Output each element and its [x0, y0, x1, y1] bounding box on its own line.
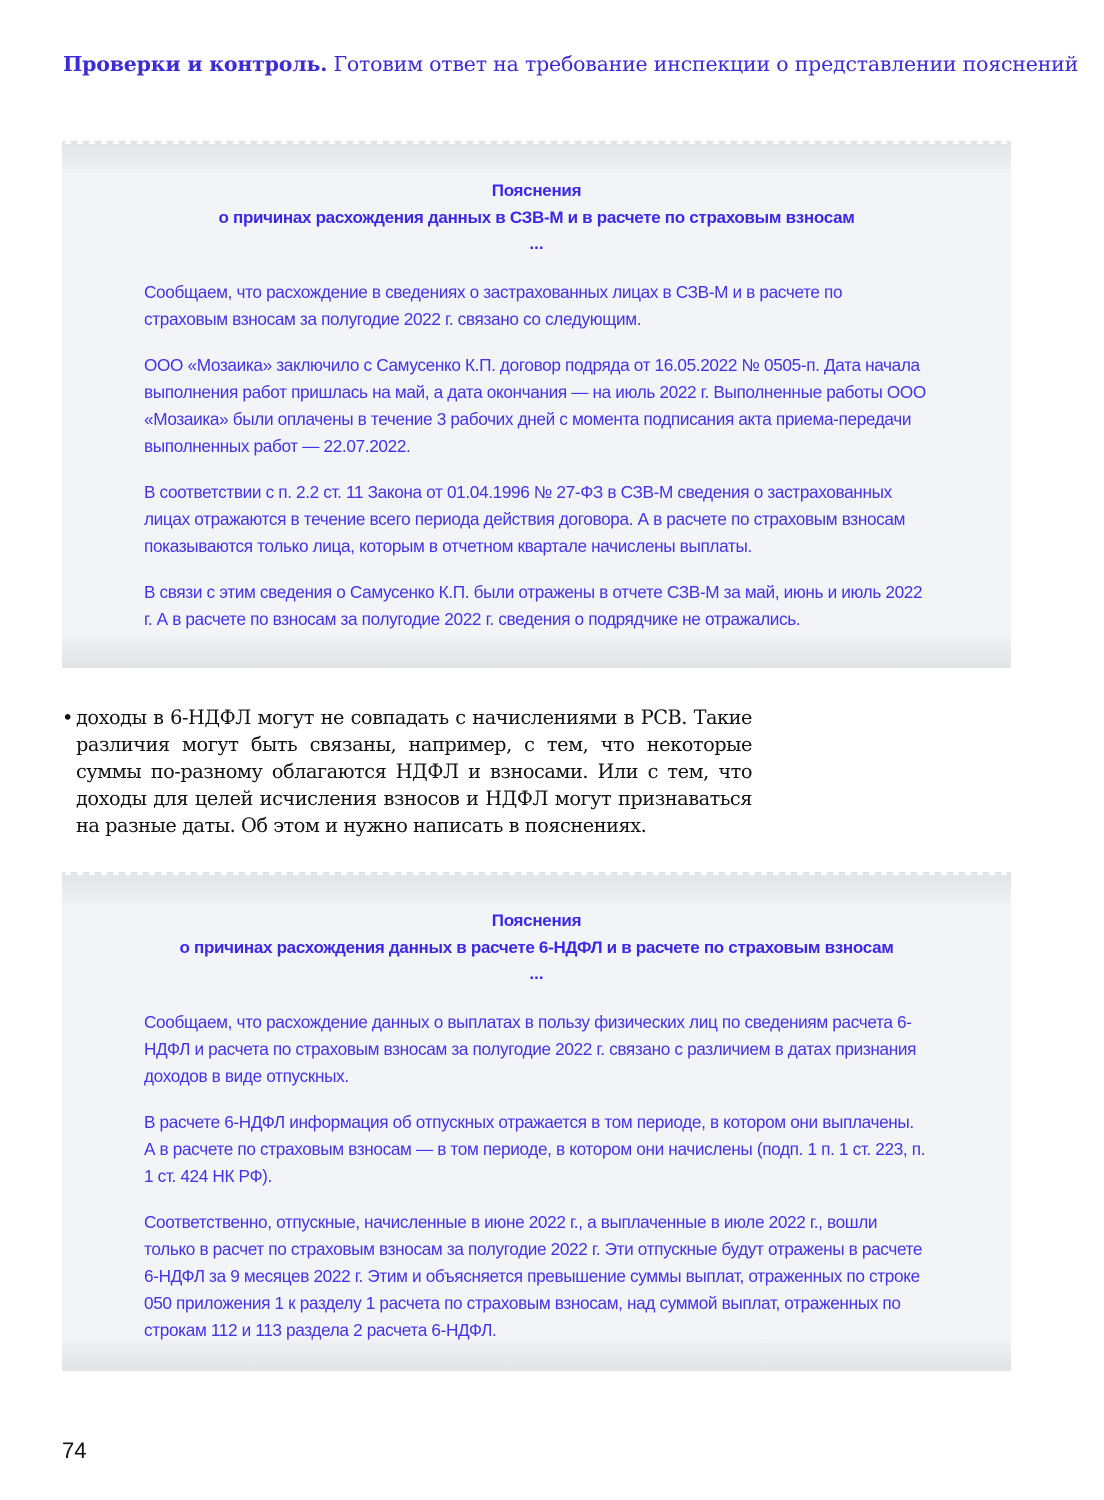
sample-box-top-band	[62, 141, 1011, 173]
document-paragraph: В расчете 6-НДФЛ информация об отпускных отражается в том периоде, в котором они выплачены. А в расчете по страховым взносам — в том периоде, в котором они начислены (подп. 1 п. 1 ст. 223, п. 1 ст. 424 НК РФ).	[144, 1112, 926, 1186]
document-paragraph: Сообщаем, что расхождение данных о выплатах в пользу физических лиц по сведениям расчета 6-НДФЛ и расчета по страховым взносам за полугодие 2022 г. связано с различием в датах признания доходов в виде отпускных.	[144, 1012, 917, 1086]
document-paragraph: В связи с этим сведения о Самусенко К.П. были отражены в отчете СЗВ-М за май, июнь и июль 2022 г. А в расчете по взносам за полугодие 2022 г. сведения о подрядчике не отражались.	[144, 582, 923, 629]
document-subtitle: о причинах расхождения данных в расчете 6-НДФЛ и в расчете по страховым взносам	[179, 938, 894, 957]
bullet-item	[62, 704, 762, 839]
explanation-document	[144, 907, 929, 1344]
running-head	[63, 52, 1079, 76]
sample-box-top-band	[62, 872, 1011, 904]
document-ellipsis: ...	[529, 964, 544, 983]
document-title: Пояснения	[491, 911, 582, 930]
document-subtitle: о причинах расхождения данных в СЗВ-М и в расчете по страховым взносам	[218, 208, 855, 227]
page-number: 74	[62, 1438, 87, 1463]
bullet-marker: •	[62, 706, 73, 729]
sample-box-szv-m	[62, 141, 1011, 668]
document-ellipsis: ...	[529, 234, 544, 253]
document-paragraph: Сообщаем, что расхождение в сведениях о застрахованных лицах в СЗВ-М и в расчете по страховым взносам за полугодие 2022 г. связано со следующим.	[144, 282, 843, 329]
sample-box-bottom-band	[62, 636, 1011, 668]
document-paragraph: В соответствии с п. 2.2 ст. 11 Закона от 01.04.1996 № 27-ФЗ в СЗВ-М сведения о застрахованных лицах отражаются в течение всего периода действия договора. А в расчете по страховым взносам показываются только лица, которым в отчетном квартале начислены выплаты.	[144, 482, 906, 556]
document-title: Пояснения	[491, 181, 582, 200]
running-head-section: Проверки и контроль.	[63, 52, 328, 76]
document-paragraph: ООО «Мозаика» заключило с Самусенко К.П. договор подряда от 16.05.2022 № 0505-п. Дата начала выполнения работ пришлась на май, а дата окончания — на июль 2022 г. Выполненные работы ООО «Мозаика» были оплачены в течение 3 рабочих дней с момента подписания акта приема-передачи выполненных работ — 22.07.2022.	[144, 355, 926, 456]
running-head-title: Готовим ответ на требование инспекции о представлении пояснений	[333, 52, 1079, 76]
explanation-document	[144, 177, 929, 633]
sample-box-6-ndfl	[62, 872, 1011, 1371]
document-paragraph: Соответственно, отпускные, начисленные в июне 2022 г., а выплаченные в июле 2022 г., вошли только в расчет по страховым взносам за полугодие 2022 г. Эти отпускные будут отражены в расчете 6-НДФЛ за 9 месяцев 2022 г. Этим и объясняется превышение суммы выплат, отраженных по строке 050 приложения 1 к разделу 1 расчета по страховым взносам, над суммой выплат, отраженных по строкам 112 и 113 раздела 2 расчета 6-НДФЛ.	[144, 1212, 923, 1340]
bullet-text: доходы в 6-НДФЛ могут не совпадать с начислениями в РСВ. Такие различия могут быть связаны, например, с тем, что некоторые суммы по-разному облагаются НДФЛ и взносами. Или с тем, что доходы для целей исчисления взносов и НДФЛ могут признаваться на разные даты. Об этом и нужно написать в пояснениях.	[76, 706, 752, 837]
